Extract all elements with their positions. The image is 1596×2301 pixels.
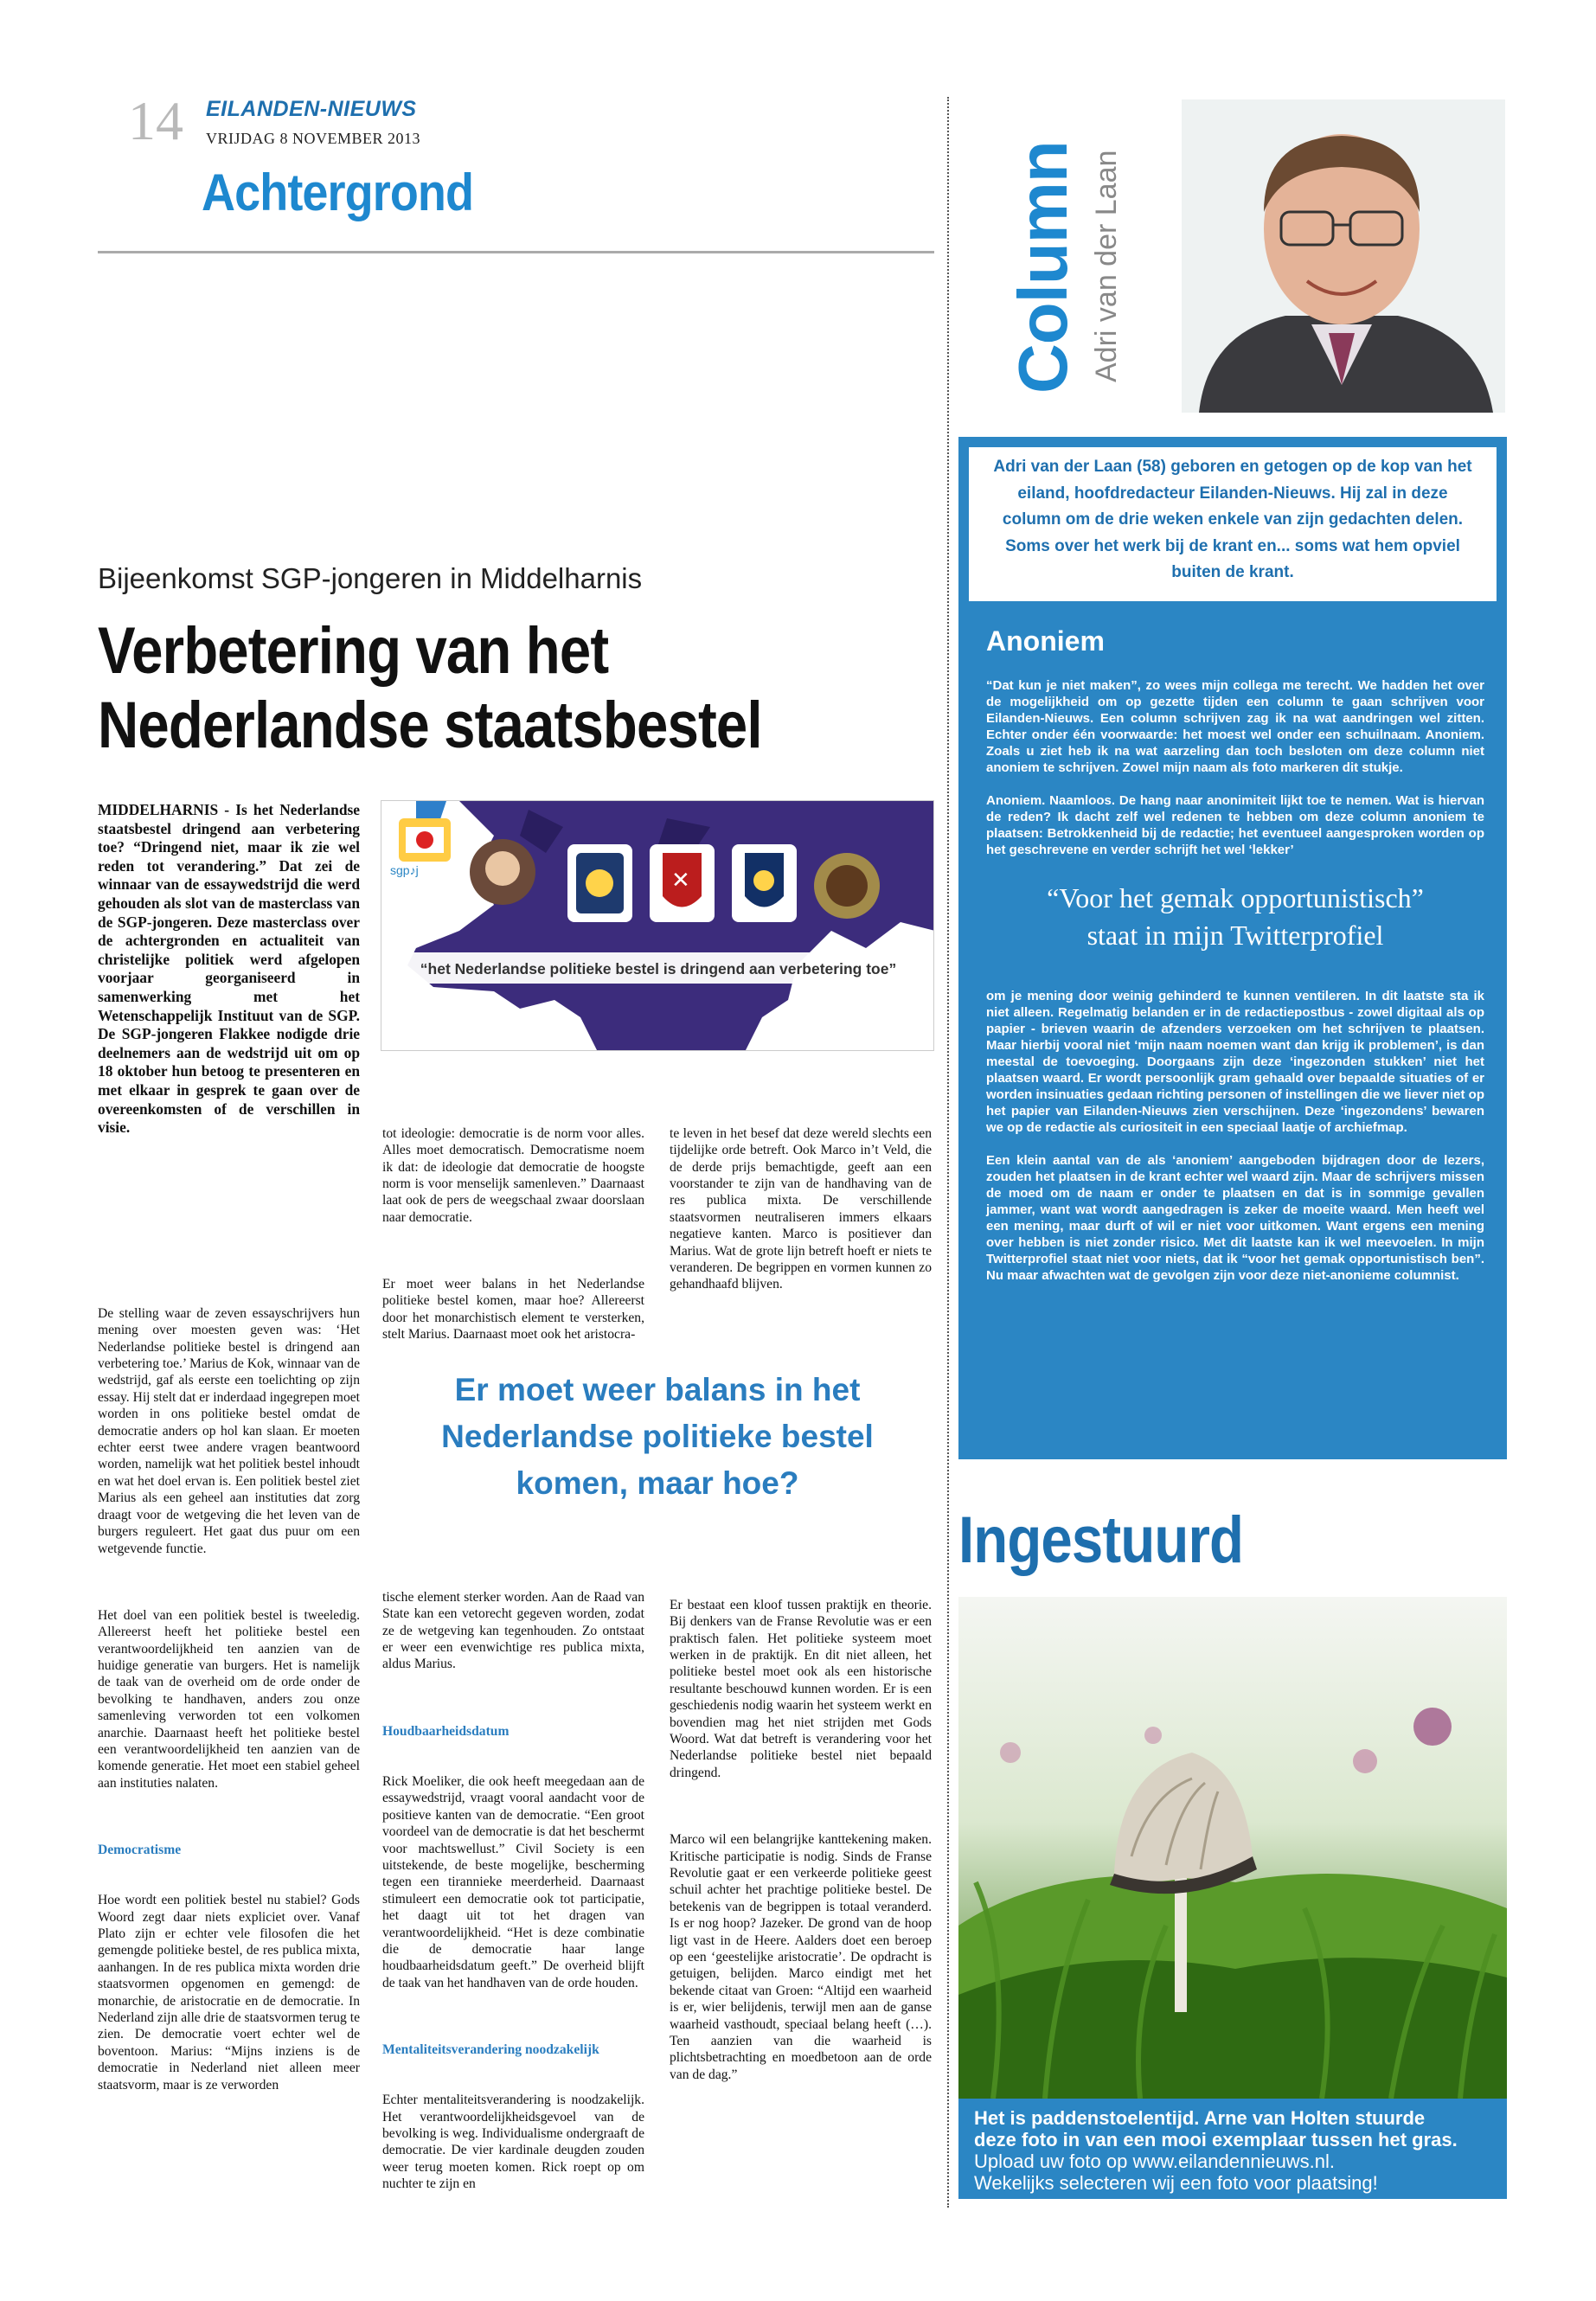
article-column-3: [670, 1563, 935, 2100]
page-number: 14: [128, 90, 183, 151]
article-column-1: [98, 1272, 363, 2111]
paragraph: Rick Moeliker, die ook heeft meegedaan aan de essaywedstrijd, vraagt vooral aandacht voor de positieve kanten van de democratie. “Een groot voordeel van de democratie is dat het beschermt voor machtswellust.” Civil Society is een uitstekende, de beste mogelijke, bescherming tegen een tirannieke meerderheid. Daarnaast stimuleert een democratie ook tot participatie, het daagt uit tot het dragen van verantwoordelijkheid. “Het is deze combinatie die de democratie haar lange houdbaarheidsdatum geeft.” De overheid blijft de taak van het handhaven van de orde houden.: [382, 1773, 648, 1990]
subhead-houdbaarheidsdatum: Houdbaarheidsdatum: [382, 1723, 510, 1739]
ingestuurd-title: Ingestuurd: [958, 1503, 1244, 1577]
column-bio: Adri van der Laan (58) geboren en getogen op de kop van het eiland, hoofdredacteur Eilanden-Nieuws. Hij zal in deze column om de drie weken enkele van zijn gedachten delen. Soms over het werk bij de krant en... soms wat hem opviel buiten de krant.: [969, 447, 1497, 601]
article-column-2: [382, 1555, 648, 2209]
column-divider: [947, 97, 949, 2208]
caption-line-1: Het is paddenstoelentijd. Arne van Holten stuurde: [974, 2107, 1426, 2129]
paragraph: Hoe wordt een politiek bestel nu stabiel? Gods Woord zegt daar niets expliciet over. Vanaf Plato zijn er echter vele filosofen die het gemengde politieke bestel, de res publica mixta, aanhangen. In de res publica mixta worden drie staatsvormen opgenomen en gemengd: de monarchie, de aristocratie en de democratie. In Nederland zijn alle drie de staatsvormen terug te zien. De democratie voert echter wel de boventoon. Marius: “Mijns inziens is de democratie in Nederland niet alleen meer staatsvorm, maar is ze verworden: [98, 1893, 363, 2093]
portrait-graphic: [1182, 99, 1505, 413]
paragraph: Het doel van een politiek bestel is tweeledig. Allereerst heeft het politieke bestel een verantwoordelijkheid ten aanzien van de huidige generatie van burgers. Het is namelijk de taak van de overheid om de orde onder de bevolking te handhaven, anders zou onze samenleving verworden tot een volkomen anarchie. Daarnaast heeft het politieke bestel een verantwoordelijkheid ten aanzien van de komende generatie. Het moet een stabiel geheel aan instituties nalaten.: [98, 1607, 363, 1791]
pull-quote: Er moet weer balans in het Nederlandse politieke bestel komen, maar hoe?: [441, 1372, 874, 1501]
column-paragraph-2: Anoniem. Naamloos. De hang naar anonimiteit lijkt toe te nemen. Wat is hiervan de reden? Ik dacht zelf wel redenen te hebben om deze column anoniem te plaatsen: Betrokkenheid bij de redactie; het eventueel aangesproken worden op het geschrevene en verder schrijft het wel ‘lekker’: [986, 793, 1484, 857]
column-title: Anoniem: [986, 625, 1105, 657]
article-lead: MIDDELHARNIS - Is het Nederlandse staatsbestel dringend aan verbetering toe? “Dringend niet, maar ik zie wel reden tot verandering.” Dat zei de winnaar van de essaywedstrijd die werd gehouden als slot van de masterclass van de SGP-jongeren. Deze masterclass over de achtergronden en actualiteit van christelijke politiek werd afgelopen voorjaar georganiseerd in samenwerking met het Wetenschappelijk Instituut van de SGP. De SGP-jongeren Flakkee nodigde drie deelnemers aan de wedstrijd uit om op 18 oktober hun betoog te presenteren en met elkaar in gesprek te gaan over de overeenkomsten of de verschillen in visie.: [98, 801, 360, 1137]
issue-date: VRIJDAG 8 NOVEMBER 2013: [206, 130, 421, 147]
mushroom-photo: [958, 1597, 1507, 2099]
paragraph: tot ideologie: democratie is de norm voor alles. Alles moet democratisch. Democratisme noem ik dat: de ideologie dat democratie de hoogste norm is voor menselijk samenleven.” Daarnaast laat ook de pers de weegschaal zwaar doorslaan naar democratie.: [382, 1125, 648, 1225]
paragraph: Er moet weer balans in het Nederlandse politieke bestel komen, maar hoe? Allereerst door het monarchistisch element te versterken, stelt Marius. Daarnaast moet ook het aristocra-: [382, 1277, 648, 1343]
paragraph: De stelling waar de zeven essayschrijvers hun mening over moesten geven was: ‘Het Nederlandse politieke bestel is dringend aan verbetering toe.’ Marius de Kok, winnaar van de wedstrijd, gaf als eerste een toelichting op zijn essay. Hij stelt dat er inderdaad ingegrepen moet worden in ons politieke bestel omdat de democratie anders op hol kan slaan. Er moeten echter eerst twee andere vragen beantwoord worden, namelijk wat het politiek bestel inhoudt en wat het doel ervan is. Een politiek bestel ziet Marius als een geheel aan instituties dat zorg draagt voor de wetgeving die het leven van de burgers reguleert. Het gaat dus puur om een wetgevende functie.: [98, 1305, 363, 1556]
paragraph: Echter mentaliteitsverandering is noodzakelijk. Het verantwoordelijkheidsgevoel van de bevolking is weg. Individualisme ondergraaft de democratie. De vier kardinale deugden zouden weer terug moeten komen. Rick roept op om nuchter te zijn en: [382, 2093, 648, 2192]
caption-line-2: deze foto in van een mooi exemplaar tussen het gras.: [974, 2129, 1458, 2150]
ingestuurd-caption-box: [958, 2099, 1507, 2199]
paragraph: tische element sterker worden. Aan de Raad van State kan een vetorecht gegeven worden, zodat ze de wetgeving kan tegenhouden. Zo ontstaat er weer een evenwichtige res publica mixta, aldus Marius.: [382, 1589, 648, 1672]
sgpj-logo: sgp♪j: [390, 863, 419, 877]
paragraph: Marco wil een belangrijke kanttekening maken. Kritische participatie is nodig. Sinds de Franse Revolutie gaat er een verkeerde politieke geest schuil achter het prachtige politieke bestel. De betekenis van de begrippen is totaal veranderd. Is er nog hoop? Jazeker. De grond van de hoop ligt vast in de Heere. Aalders doet een beroep op een ‘geestelijke aristocratie’. De opdracht is getuigen, belijden. Marco eindigt met het bekende citaat van Groen: “Altijd een waarheid is er, wier belijdenis, terwijl men aan de ganse waarheid vasthoudt, speciaal belang heeft (…). Ten aanzien van die waarheid is plichtsbetrachting en moedbetoon aan de orde van de dag.”: [670, 1832, 935, 2082]
headline-line-2: Nederlandse staatsbestel: [98, 689, 762, 762]
logo-cluster: [399, 818, 451, 862]
article-kicker: Bijeenkomst SGP-jongeren in Middelharnis: [98, 562, 643, 594]
author-portrait: [1182, 99, 1505, 413]
image-caption: “het Nederlandse politieke bestel is dringend aan verbetering toe”: [420, 960, 897, 977]
caption-line-4: Wekelijks selecteren wij een foto voor plaatsing!: [974, 2172, 1378, 2194]
subhead-mentaliteitsverandering: Mentaliteitsverandering noodzakelijk: [382, 2041, 599, 2057]
column-paragraph-1: “Dat kun je niet maken”, zo wees mijn collega me terecht. We hadden het over de mogelijkheid om op gezette tijden een column te gaan schrijven voor Eilanden-Nieuws. Een column schrijven zag ik na wat aandringen wel zitten. Echter onder één voorwaarde: het moest wel onder een schuilnaam. Anoniem. Zoals u ziet heb ik na wat aarzeling dan toch besloten om deze column niet anoniem te schrijven. Zowel mijn naam als foto markeren dit stukje.: [986, 678, 1484, 775]
article-column-2-top: [382, 1092, 648, 1360]
column-quote-line-1: “Voor het gemak opportunistisch”: [1047, 882, 1424, 913]
caption-line-3: Upload uw foto op www.eilandennieuws.nl.: [974, 2150, 1336, 2172]
paper-name: EILANDEN-NIEUWS: [206, 97, 417, 121]
subhead-democratisme: Democratisme: [98, 1843, 182, 1857]
article-photo: [381, 800, 934, 1051]
headline-line-1: Verbetering van het: [98, 614, 609, 688]
column-quote-line-2: staat in mijn Twitterprofiel: [1086, 920, 1384, 951]
svg-text:✕: ✕: [671, 868, 690, 894]
column-bio-box: [958, 437, 1507, 612]
paragraph: Er bestaat een kloof tussen praktijk en theorie. Bij denkers van de Franse Revolutie was er een praktisch falen. Het politieke systeem moet werken in de praktijk. En dit niet alleen, het politieke bestel moet ook als een historische resultante beschouwd kunnen worden. Er is een geschiedenis nodig waarin het systeem werkt en bovendien mag het niet strijden met Gods Woord. Wat dat betreft is verandering voor het Nederlandse politieke bestel niet bepaald dringend.: [670, 1597, 935, 1780]
article-column-3-top: [670, 1092, 935, 1310]
column-body-box: [958, 612, 1507, 1459]
mushroom-graphic: [958, 1597, 1507, 2099]
section-title: Achtergrond: [202, 163, 474, 221]
column-author-vertical: Adri van der Laan: [1090, 150, 1123, 382]
header-rule: [98, 251, 934, 253]
article-headline: [98, 614, 916, 763]
column-paragraph-4: Een klein aantal van de als ‘anoniem’ aangeboden bijdragen door de lezers, zouden het plaatsen in de krant echter wel waard zijn. Maar de schrijvers missen de moed om de naam er onder te plaatsen en dat is in sommige gevallen jammer, want wat wordt aangedragen is zeker de moeite waard. Men heeft wel een mening, maar durft of wil er niet voor uitkomen. Want ergens een mening over hebben is niet zonder risico. Met dit laatste kan ik wel meevoelen. In mijn Twitterprofiel staat niet voor niets, dat ik “voor het gemak opportunistisch ben”. Nu maar afwachten wat de gevolgen zijn voor deze niet-anonieme columnist.: [986, 1153, 1484, 1283]
column-label: Column: [1004, 141, 1081, 394]
paragraph: te leven in het besef dat deze wereld slechts een tijdelijke orde betreft. Ook Marco in’t Veld, die de derde prijs bemachtigde, geeft aan een voorstander te zijn van de handhaving van de res publica mixta. De verschillende staatsvormen neutraliseren immers elkaars negatieve kanten. Marco is positiever dan Marius. Wat de grote lijn betreft hoeft er niets te veranderen. De begrippen en vormen kunnen zo gehandhaafd blijven.: [670, 1125, 935, 1292]
map-graphic: [381, 801, 934, 1051]
column-paragraph-3: om je mening door weinig gehinderd te kunnen ventileren. In dit laatste sta ik niet alleen. Regelmatig belanden er in de redactiepostbus - zowel digitaal als op papier - brieven waarin de afzenders verzoeken om het schrijven te plaatsen. Maar hierbij vooral niet ‘mijn naam noemen want dan krijg ik problemen’, is dan meestal de toevoeging. Doorgaans zijn deze ‘ingezonden stukken’ niet het plaatsen waard. Er wordt persoonlijk gram gehaald over bepaalde situaties of er worden insinuaties gedaan richting personen of instellingen die we liever niet op het papier van Eilanden-Nieuws zien verschijnen. Deze ‘ingezondens’ bewaren we op de redactie als curiositeit in een speciaal laatje of archiefmap.: [986, 989, 1484, 1135]
